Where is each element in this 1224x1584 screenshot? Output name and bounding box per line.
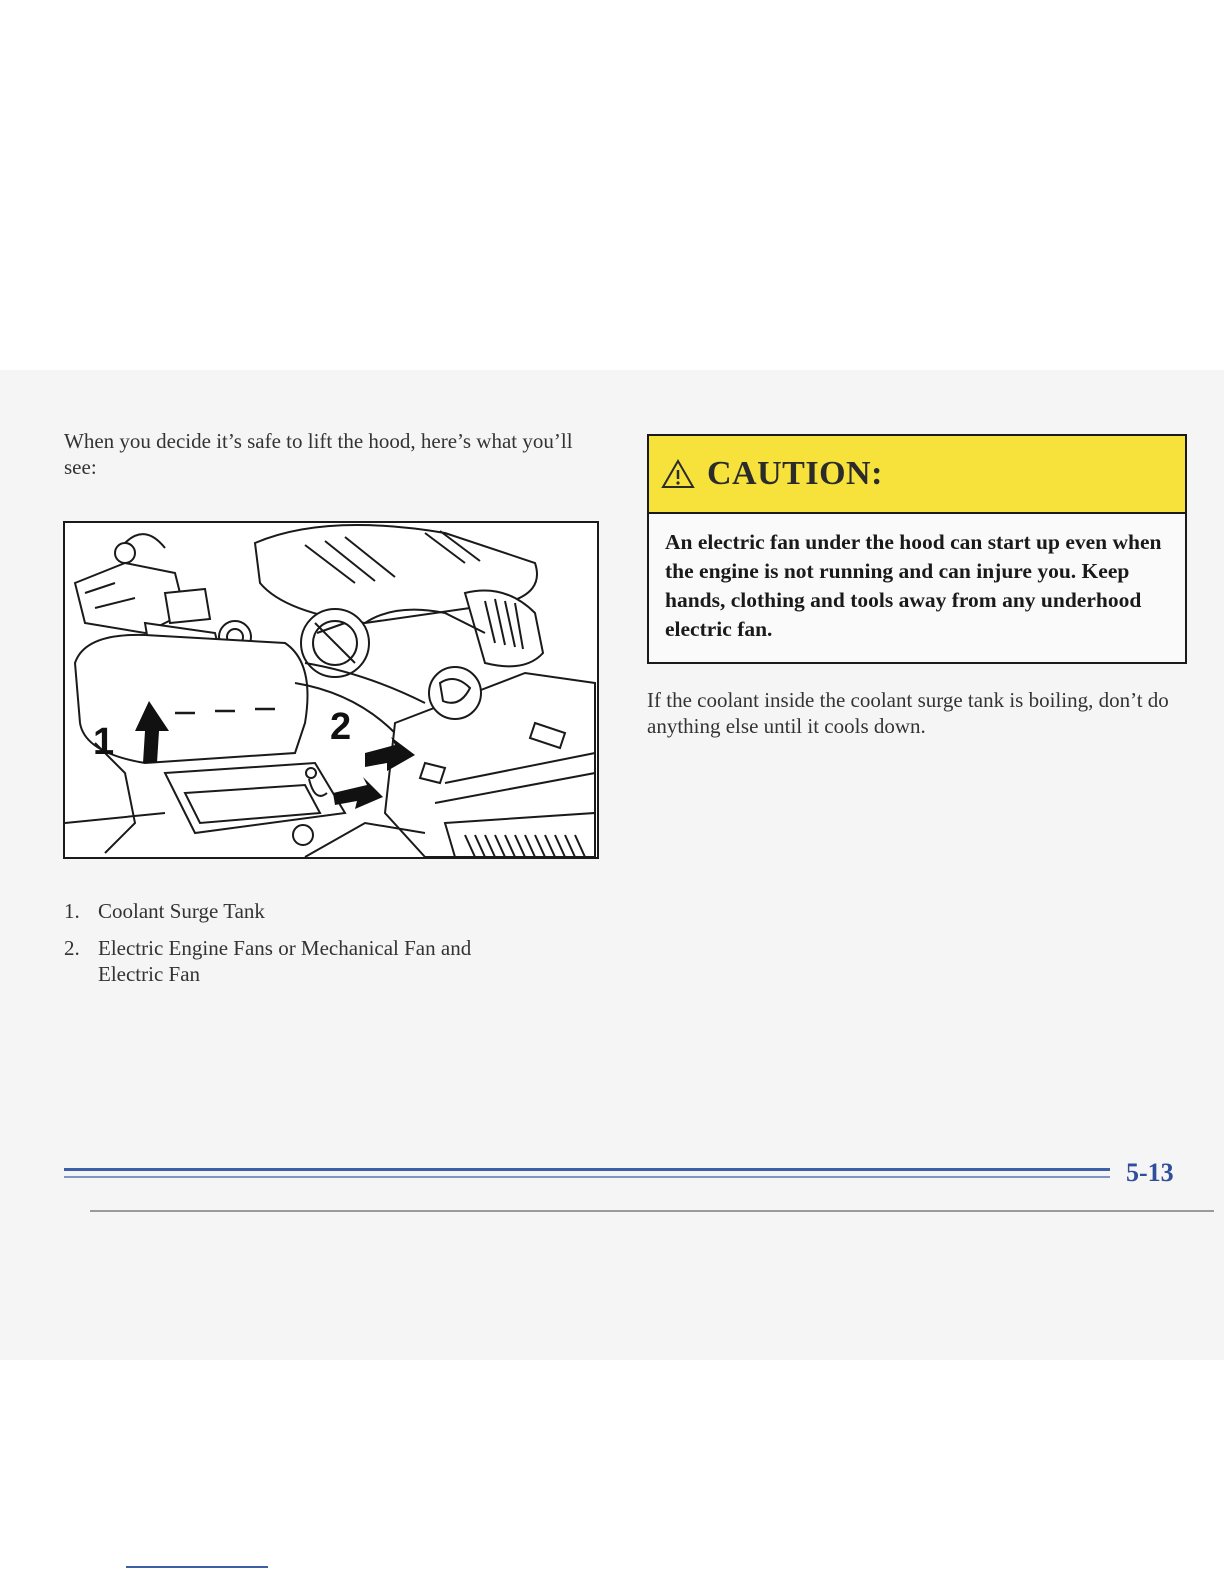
intro-text: When you decide it’s safe to lift the hood, here’s what you’ll see: [64,429,573,479]
legend-text: Electric Engine Fans or Mechanical Fan and Electric Fan [98,936,472,986]
legend-number: 1. [64,899,80,923]
warning-triangle-icon [661,459,695,489]
page-edge-line [90,1210,1214,1212]
callout-2: 2 [330,706,352,748]
footer-rule-line [64,1168,1110,1171]
legend-item [64,935,534,987]
caution-title: CAUTION: [707,455,883,492]
caution-body: An electric fan under the hood can start up even when the engine is not running and can injure you. Keep hands, clothing and tools away from any underhood electric fan. [665,530,1162,641]
coolant-boiling-note: If the coolant inside the coolant surge tank is boiling, don’t do anything else until it cools down. [647,688,1169,738]
legend-list [64,898,534,998]
caution-box [647,434,1187,664]
caution-header [649,436,1185,514]
footer-rule-line [64,1176,1110,1178]
bottom-mark-line [126,1566,268,1568]
footer-rule [64,1168,1110,1182]
legend-item [64,898,534,924]
page-number: 5-13 [1126,1158,1174,1187]
callout-1: 1 [93,721,115,763]
engine-drawing [65,523,597,857]
legend-text: Coolant Surge Tank [98,899,265,923]
legend-number: 2. [64,936,80,960]
engine-illustration [63,521,599,859]
